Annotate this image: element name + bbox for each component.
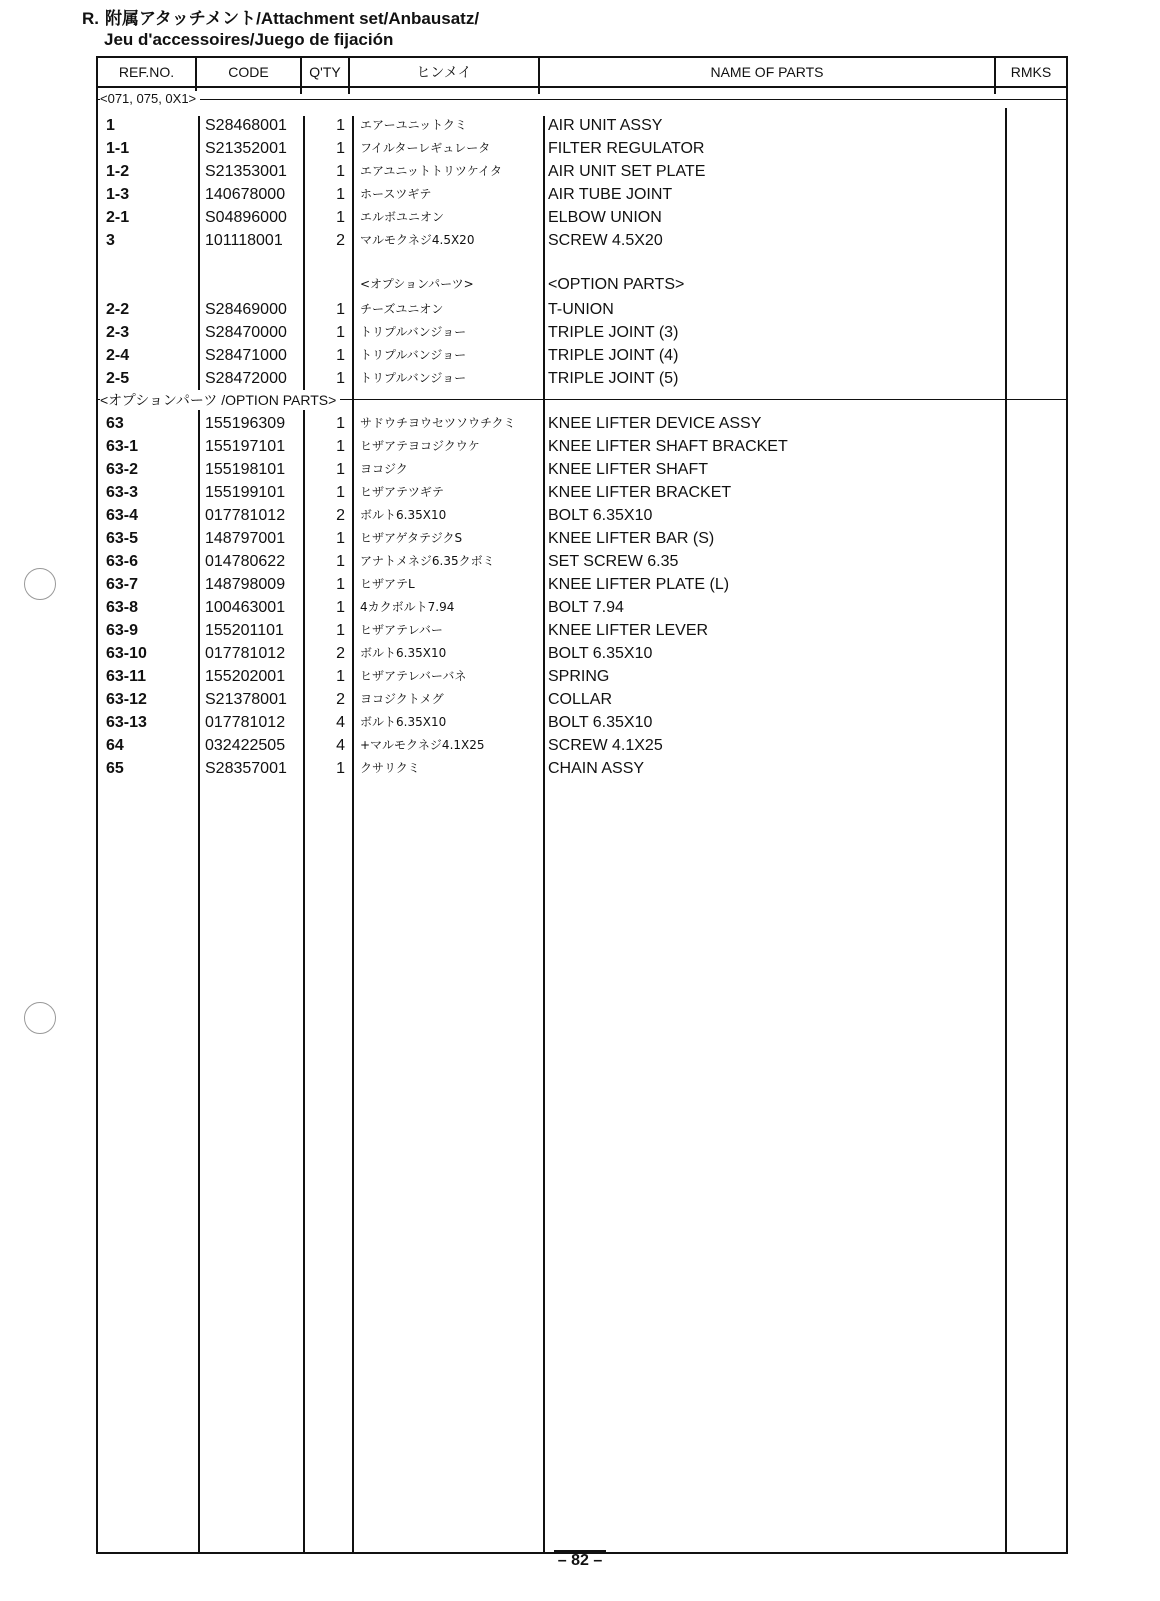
ref-no: 63-5 <box>106 530 139 547</box>
part-name-kana: ヒザアテL <box>360 577 415 591</box>
table-row <box>98 160 1066 183</box>
part-name-kana: ヒザアテレバーバネ <box>360 669 467 683</box>
part-name-kana: ヨコジク <box>360 462 408 476</box>
col-name-of-parts: NAME OF PARTS <box>710 64 824 80</box>
part-name: AIR TUBE JOINT <box>548 186 673 203</box>
part-name: BOLT 6.35X10 <box>548 507 653 524</box>
part-code: S21352001 <box>205 140 287 157</box>
part-name-kana: ヨコジクトメグ <box>360 692 444 706</box>
part-name-kana: アナトメネジ6.35クボミ <box>360 554 495 568</box>
col-ref-no: REF.NO. <box>118 64 175 80</box>
page-title <box>82 8 479 50</box>
part-code: 155201101 <box>205 622 284 639</box>
table-header <box>98 58 1066 88</box>
part-name-kana: マルモクネジ4.5X20 <box>360 233 475 247</box>
part-code: 032422505 <box>205 737 286 754</box>
part-code: 014780622 <box>205 553 286 570</box>
quantity: 1 <box>336 461 345 478</box>
table-row <box>98 619 1066 642</box>
part-name: KNEE LIFTER LEVER <box>548 622 709 639</box>
table-row <box>98 183 1066 206</box>
group-label-option-parts: <オプションパーツ /OPTION PARTS> <box>100 390 340 410</box>
part-name: T-UNION <box>548 301 614 318</box>
part-name-kana: ボルト6.35X10 <box>360 715 447 729</box>
table-row <box>98 206 1066 229</box>
part-code: 017781012 <box>205 645 286 662</box>
header-divider <box>538 58 540 94</box>
table-row <box>98 550 1066 573</box>
ref-no: 1 <box>106 117 115 134</box>
ref-no: 65 <box>106 760 124 777</box>
part-name-kana: ボルト6.35X10 <box>360 646 447 660</box>
ref-no: 1-1 <box>106 140 130 157</box>
ref-no: 63-1 <box>106 438 139 455</box>
part-name: TRIPLE JOINT (4) <box>548 347 679 364</box>
ref-no: 64 <box>106 737 124 754</box>
option-parts-label: <OPTION PARTS> <box>548 276 685 293</box>
part-name: KNEE LIFTER SHAFT BRACKET <box>548 438 788 455</box>
ref-no: 2-2 <box>106 301 130 318</box>
part-name-kana: 4カクボルト7.94 <box>360 600 455 614</box>
part-name: SPRING <box>548 668 610 685</box>
title-line-1: 附属アタッチメント/Attachment set/Anbausatz/ <box>105 9 480 28</box>
quantity: 1 <box>336 209 345 226</box>
quantity: 1 <box>336 760 345 777</box>
part-name-kana: エアユニットトリツケイタ <box>360 164 502 178</box>
part-code: S28468001 <box>205 117 287 134</box>
quantity: 1 <box>336 163 345 180</box>
part-code: 155202001 <box>205 668 286 685</box>
ref-no: 63-2 <box>106 461 139 478</box>
part-code: 148797001 <box>205 530 286 547</box>
quantity: 1 <box>336 599 345 616</box>
ref-no: 63-10 <box>106 645 147 662</box>
quantity: 1 <box>336 301 345 318</box>
page-number <box>0 1552 1160 1570</box>
table-row <box>98 298 1066 321</box>
part-code: S28469000 <box>205 301 287 318</box>
page-number-text: – 82 – <box>554 1550 606 1569</box>
ref-no: 3 <box>106 232 115 249</box>
quantity: 1 <box>336 415 345 432</box>
part-code: 017781012 <box>205 507 286 524</box>
col-rmks: RMKS <box>1010 64 1052 80</box>
part-name-kana: チーズユニオン <box>360 302 444 316</box>
part-name-kana: フイルターレギュレータ <box>360 141 491 155</box>
ref-no: 1-3 <box>106 186 130 203</box>
quantity: 4 <box>336 714 345 731</box>
option-parts-kana: <オプションパーツ> <box>360 277 474 291</box>
header-divider <box>348 58 350 94</box>
quantity: 1 <box>336 668 345 685</box>
quantity: 1 <box>336 530 345 547</box>
quantity: 1 <box>336 553 345 570</box>
part-name: FILTER REGULATOR <box>548 140 705 157</box>
part-code: 100463001 <box>205 599 286 616</box>
table-row <box>98 435 1066 458</box>
part-name: KNEE LIFTER BAR (S) <box>548 530 715 547</box>
part-name: KNEE LIFTER BRACKET <box>548 484 732 501</box>
table-row <box>98 734 1066 757</box>
part-code: S21378001 <box>205 691 287 708</box>
table-row <box>98 688 1066 711</box>
quantity: 4 <box>336 737 345 754</box>
part-name-kana: +マルモクネジ4.1X25 <box>360 738 485 752</box>
col-qty: Q'TY <box>309 64 341 80</box>
table-row <box>98 367 1066 390</box>
part-name-kana: ホースツギテ <box>360 187 432 201</box>
part-name: BOLT 6.35X10 <box>548 714 653 731</box>
parts-table <box>96 56 1068 1554</box>
ref-no: 2-3 <box>106 324 130 341</box>
quantity: 1 <box>336 117 345 134</box>
part-code: S28472000 <box>205 370 287 387</box>
part-name-kana: トリプルバンジョー <box>360 325 467 339</box>
quantity: 1 <box>336 622 345 639</box>
binder-hole-mark <box>24 1002 56 1034</box>
ref-no: 2-4 <box>106 347 130 364</box>
table-row <box>98 344 1066 367</box>
quantity: 2 <box>336 645 345 662</box>
part-code: S04896000 <box>205 209 287 226</box>
table-row <box>98 527 1066 550</box>
part-name: COLLAR <box>548 691 613 708</box>
header-divider <box>300 58 302 94</box>
table-row <box>98 642 1066 665</box>
quantity: 1 <box>336 347 345 364</box>
ref-no: 1-2 <box>106 163 130 180</box>
part-name: KNEE LIFTER SHAFT <box>548 461 709 478</box>
part-code: 155196309 <box>205 415 286 432</box>
part-name-kana: トリプルバンジョー <box>360 371 467 385</box>
part-name-kana: ボルト6.35X10 <box>360 508 447 522</box>
part-code: 155197101 <box>205 438 286 455</box>
part-name-kana: クサリクミ <box>360 761 420 775</box>
table-row <box>98 665 1066 688</box>
part-name-kana: ヒザアテヨコジクウケ <box>360 439 480 453</box>
ref-no: 63-4 <box>106 507 139 524</box>
quantity: 1 <box>336 324 345 341</box>
ref-no: 63-11 <box>106 668 147 685</box>
part-name: ELBOW UNION <box>548 209 662 226</box>
ref-no: 63-6 <box>106 553 139 570</box>
table-row <box>98 114 1066 137</box>
part-name-kana: エルボユニオン <box>360 210 445 224</box>
part-name: BOLT 6.35X10 <box>548 645 653 662</box>
table-row <box>98 321 1066 344</box>
ref-no: 63-13 <box>106 714 147 731</box>
part-code: S21353001 <box>205 163 287 180</box>
ref-no: 63 <box>106 415 124 432</box>
header-divider <box>994 58 996 94</box>
part-name: AIR UNIT SET PLATE <box>548 163 706 180</box>
part-code: S28470000 <box>205 324 287 341</box>
quantity: 1 <box>336 186 345 203</box>
part-code: 101118001 <box>205 232 283 249</box>
part-name-kana: ヒザアテレバー <box>360 623 443 637</box>
part-name-kana: トリプルバンジョー <box>360 348 467 362</box>
ref-no: 2-5 <box>106 370 130 387</box>
header-divider <box>195 58 197 94</box>
ref-no: 63-3 <box>106 484 139 501</box>
table-row <box>98 711 1066 734</box>
ref-no: 63-9 <box>106 622 139 639</box>
ref-no: 63-12 <box>106 691 147 708</box>
option-subheading <box>98 273 1066 296</box>
col-kana: ヒンメイ <box>416 64 472 80</box>
part-code: 017781012 <box>205 714 286 731</box>
part-name-kana: サドウチヨウセツソウチクミ <box>360 416 516 430</box>
quantity: 1 <box>336 140 345 157</box>
part-name: SCREW 4.1X25 <box>548 737 663 754</box>
section-letter: R. <box>82 9 99 28</box>
col-code: CODE <box>228 64 269 80</box>
part-name: TRIPLE JOINT (3) <box>548 324 679 341</box>
part-name: CHAIN ASSY <box>548 760 645 777</box>
part-code: 140678000 <box>205 186 286 203</box>
quantity: 2 <box>336 232 345 249</box>
part-name: TRIPLE JOINT (5) <box>548 370 679 387</box>
quantity: 1 <box>336 438 345 455</box>
part-code: 155198101 <box>205 461 286 478</box>
part-name: KNEE LIFTER PLATE (L) <box>548 576 730 593</box>
table-row <box>98 481 1066 504</box>
quantity: 1 <box>336 484 345 501</box>
quantity: 1 <box>336 370 345 387</box>
part-code: 155199101 <box>205 484 286 501</box>
table-row <box>98 757 1066 780</box>
table-row <box>98 137 1066 160</box>
binder-hole-mark <box>24 568 56 600</box>
group-label-models: <071, 075, 0X1> <box>100 91 200 106</box>
part-name: SCREW 4.5X20 <box>548 232 663 249</box>
table-row <box>98 504 1066 527</box>
ref-no: 2-1 <box>106 209 130 226</box>
part-code: S28357001 <box>205 760 287 777</box>
ref-no: 63-8 <box>106 599 139 616</box>
quantity: 2 <box>336 507 345 524</box>
ref-no: 63-7 <box>106 576 139 593</box>
title-line-2: Jeu d'accessoires/Juego de fijación <box>104 30 394 49</box>
part-name-kana: ヒザアゲタテジクS <box>360 531 463 545</box>
part-code: 148798009 <box>205 576 286 593</box>
table-row <box>98 458 1066 481</box>
table-row <box>98 596 1066 619</box>
part-name: SET SCREW 6.35 <box>548 553 679 570</box>
part-code: S28471000 <box>205 347 287 364</box>
part-name-kana: ヒザアテツギテ <box>360 485 444 499</box>
part-name: BOLT 7.94 <box>548 599 624 616</box>
part-name: KNEE LIFTER DEVICE ASSY <box>548 415 762 432</box>
part-name-kana: エアーユニットクミ <box>360 118 467 132</box>
table-row <box>98 412 1066 435</box>
quantity: 1 <box>336 576 345 593</box>
part-name: AIR UNIT ASSY <box>548 117 663 134</box>
table-row <box>98 229 1066 252</box>
quantity: 2 <box>336 691 345 708</box>
table-row <box>98 573 1066 596</box>
group-rule <box>98 99 1066 100</box>
